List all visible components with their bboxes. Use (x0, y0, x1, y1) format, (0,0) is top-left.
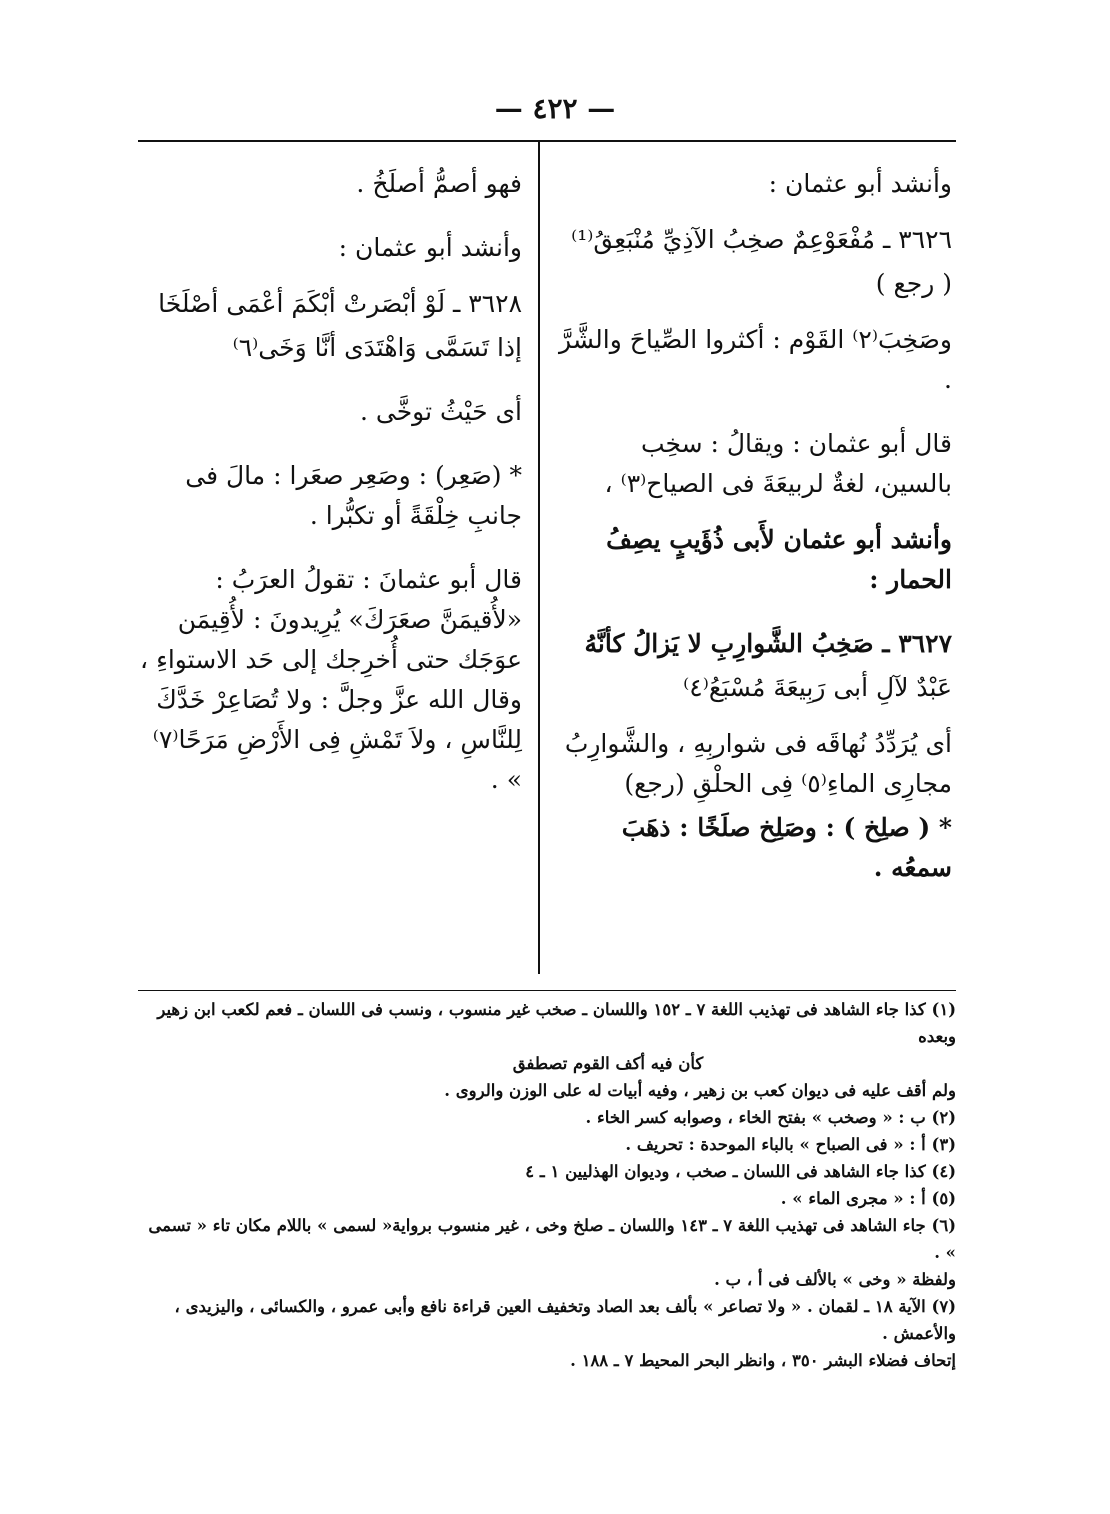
text-paragraph: أى يُرَدِّدُ نُهاقَه فى شواربِهِ ، والشَّوارِبُ مجارِى الماءِ⁽٥⁾ فِى الحلْقِ (رجع) (564, 729, 952, 798)
verse-line: ٣٦٢٧ ـ صَخِبُ الشَّوارِبِ لا يَزالُ كأنَّهُ (584, 629, 952, 658)
footnote: ولفظة « وخى » بالألف فى أ ، ب . (714, 1270, 956, 1289)
column-divider (538, 142, 540, 974)
text-paragraph: * (صَعِر) : وصَعِر صعَرا : مالَ فى جانبِ خِلْقَةً أو تكبُّرا . (185, 461, 522, 530)
footnote: (٥) أ : « مجرى الماء » . (780, 1189, 956, 1208)
verse-line: ٣٦٢٨ ـ لَوْ أبْصَرتْ أبْكَمَ أعْمَى أصْلَخَا (158, 289, 522, 318)
text-paragraph: قال أبو عثمان : ويقالُ : سخِب بالسين، لغةٌ لربيعَةَ فى الصياح⁽٣⁾ ، (604, 429, 952, 498)
text-line: أى حَيْثُ توخَّى . (359, 397, 522, 426)
footnote: (٧) الآية ١٨ ـ لقمان . « ولا تصاعر » بألف بعد الصاد وتخفيف العين قراءة نافع وأبى عمرو ، والكسائى ، واليزيدى ، والأعمش . (174, 1297, 956, 1343)
left-column (140, 164, 522, 816)
footnote: (٣) أ : « فى الصباح » بالباء الموحدة : تحريف . (625, 1135, 956, 1154)
verse-line: عَبْدٌ لآلِ أبى رَبِيعَةَ مُسْبَعُ⁽٤⁾ (683, 673, 952, 702)
footnote: (١) كذا جاء الشاهد فى تهذيب اللغة ٧ ـ ١٥٢ واللسان ـ صخب غير منسوب ، ونسب فى اللسان ـ فعم لكعب ابن زهير وبعده (157, 1000, 956, 1046)
header-rule (138, 140, 956, 142)
footnote-verse: كأن فيه أكف القوم تصطفق (512, 1054, 704, 1073)
text-line: ( رجع ) (875, 269, 952, 298)
footnote: (٢) ب : « وصخب » بفتح الخاء ، وصوابه كسر الخاء . (585, 1108, 956, 1127)
verse-line: ٣٦٢٦ ـ مُفْعَوْعِمٌ صخِبُ الآذِيِّ مُنْبَعِقُ⁽¹⁾ (571, 225, 952, 254)
footnote: (٦) جاء الشاهد فى تهذيب اللغة ٧ ـ ١٤٣ واللسان ـ صلخ وخى ، غير منسوب برواية« لسمى » باللام مكان تاء « تسمى » . (148, 1216, 956, 1262)
right-column (556, 164, 952, 904)
footnote: ولم أقف عليه فى ديوان كعب بن زهير ، وفيه أبيات له على الوزن والروى . (444, 1081, 956, 1100)
text-line: وأنشد أبو عثمان : (338, 233, 522, 262)
text-paragraph: وصَخِبَ⁽٢⁾ القَوْم : أكثروا الصِّياحَ والشَّرَّ . (559, 325, 952, 394)
footnotes (140, 996, 956, 1374)
footnote-rule (138, 990, 956, 991)
page-number: — ٤٢٢ — (494, 92, 616, 125)
footnote: إتحاف فضلاء البشر ٣٥٠ ، وانظر البحر المحيط ٧ ـ ١٨٨ . (570, 1351, 956, 1370)
text-line: وأنشد أبو عثمان : (768, 169, 952, 198)
verse-line: إذا تَسَمَّى وَاهْتَدَى أنَّا وَخَى⁽٦⁾ (232, 333, 522, 362)
text-line: فهو أصمُّ أصلَخُ . (356, 169, 522, 198)
text-paragraph: * ( صلِخ ) : وصَلِخ صلَخًا : ذهَبَ سمعُه . (621, 813, 952, 882)
footnote: (٤) كذا جاء الشاهد فى اللسان ـ صخب ، وديوان الهذليين ١ ـ ٤ (525, 1162, 956, 1181)
text-paragraph: وأنشد أبو عثمان لأَبى ذُؤَيبٍ يصِفُ الحمار : (606, 525, 952, 594)
text-paragraph: قال أبو عثمانَ : تقولُ العرَبُ : «لأُقيمَنَّ صعَرَكَ» يُرِيدونَ : لأُقِيمَن عوَجَك حتى أُخرِجك إلى حَد الاستواءِ ، وقال الله عزَّ وجلَّ : ولا تُصَاعِرْ خَدَّكَ لِلنَّاسِ ، ولاَ تَمْشِ فِى الأَرْضِ مَرَحًا⁽٧⁾ » . (140, 565, 522, 794)
